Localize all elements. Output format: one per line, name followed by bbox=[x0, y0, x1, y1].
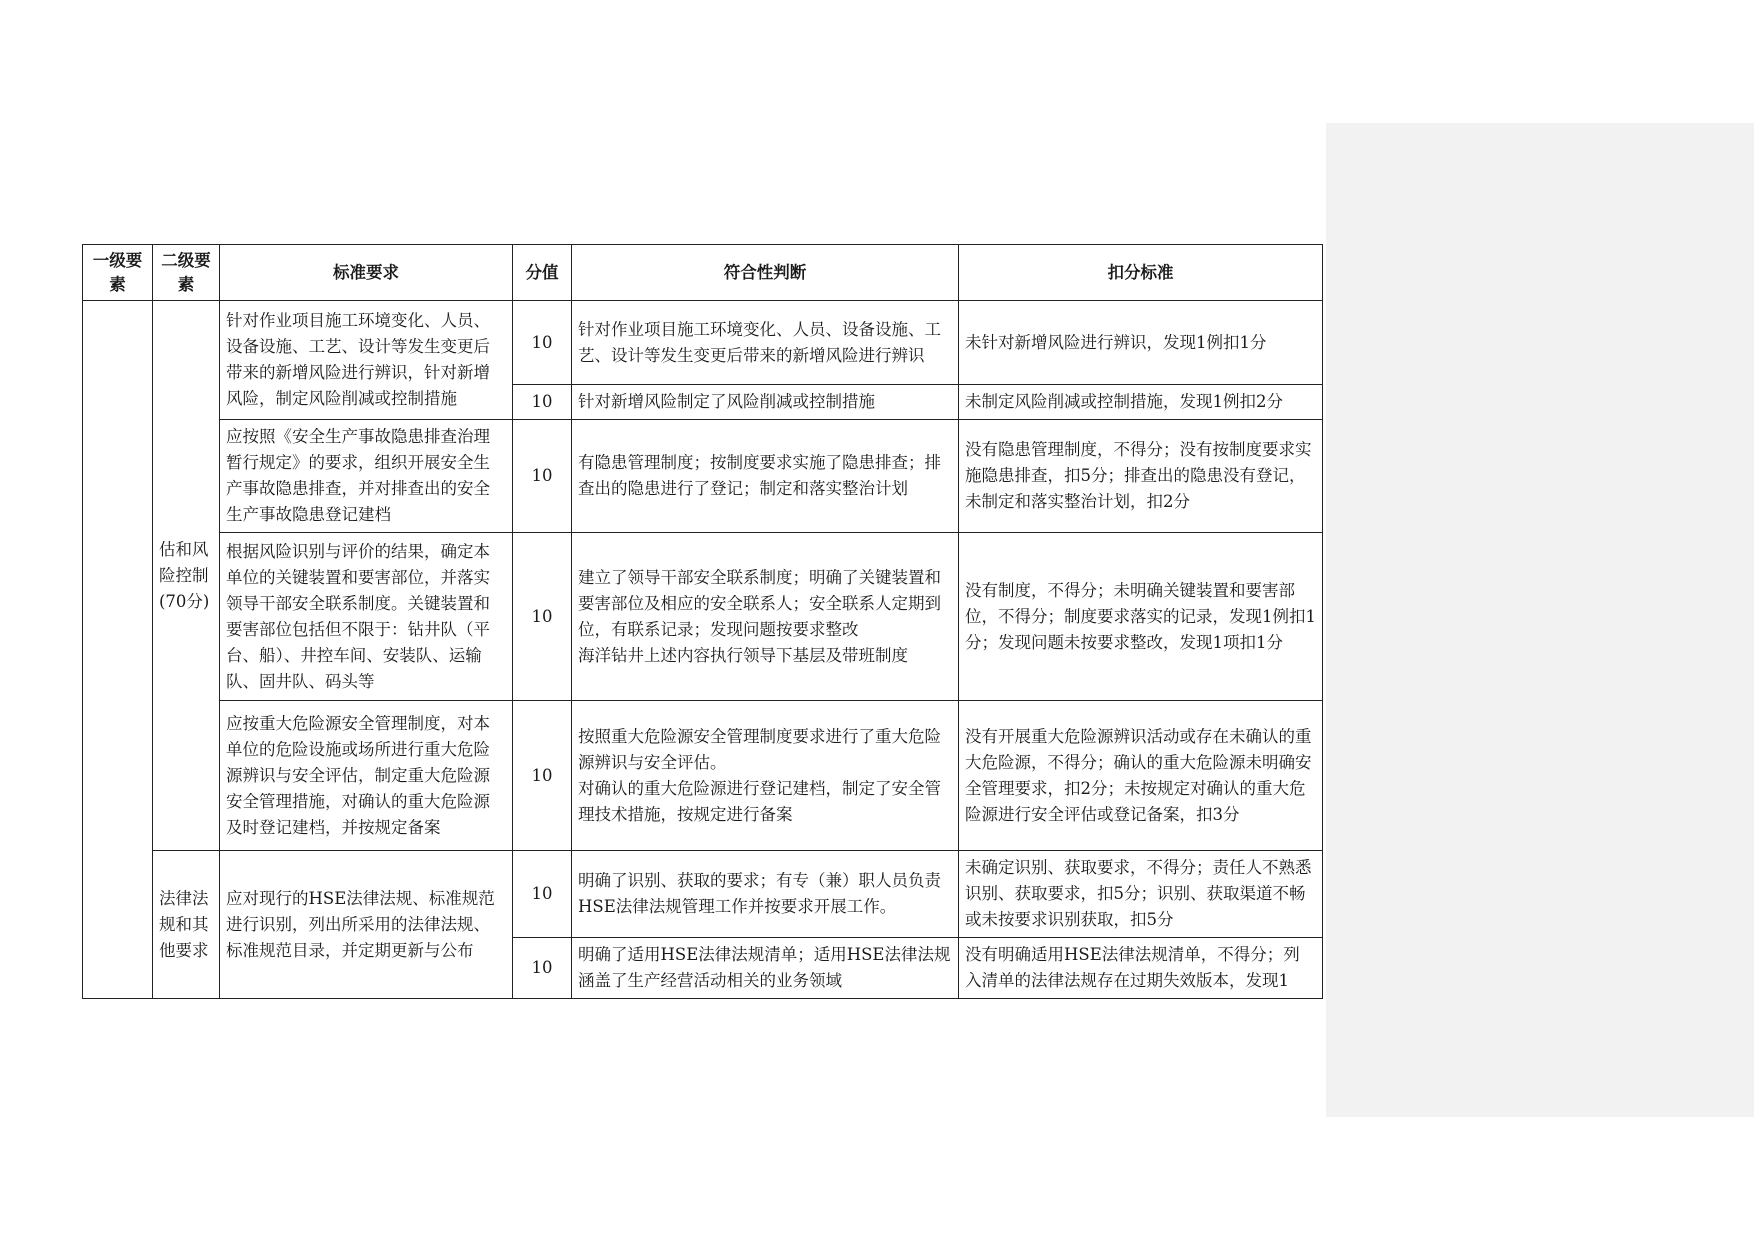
header-level2: 二级要素 bbox=[153, 245, 220, 301]
header-judgment: 符合性判断 bbox=[572, 245, 959, 301]
level1-cell bbox=[83, 301, 153, 999]
deduction-cell: 没有制度，不得分；未明确关键装置和要害部位，不得分；制度要求落实的记录，发现1例扣1分；发现问题未按要求整改，发现1项扣1分 bbox=[959, 533, 1323, 701]
deduction-cell: 未制定风险削减或控制措施，发现1例扣2分 bbox=[959, 385, 1323, 420]
judgment-cell: 明确了适用HSE法律法规清单；适用HSE法律法规涵盖了生产经营活动相关的业务领域 bbox=[572, 938, 959, 999]
deduction-cell: 没有隐患管理制度，不得分；没有按制度要求实施隐患排查，扣5分；排查出的隐患没有登记，未制定和落实整治计划，扣2分 bbox=[959, 420, 1323, 533]
score-cell: 10 bbox=[513, 701, 572, 851]
judgment-cell: 针对作业项目施工环境变化、人员、设备设施、工艺、设计等发生变更后带来的新增风险进行辨识 bbox=[572, 301, 959, 385]
score-cell: 10 bbox=[513, 851, 572, 938]
header-requirement: 标准要求 bbox=[220, 245, 513, 301]
deduction-cell: 未针对新增风险进行辨识，发现1例扣1分 bbox=[959, 301, 1323, 385]
judgment-text: 按照重大危险源安全管理制度要求进行了重大危险源辨识与安全评估。 bbox=[578, 726, 941, 772]
judgment-text-note: 对确认的重大危险源进行登记建档，制定了安全管理技术措施，按规定进行备案 bbox=[578, 778, 941, 824]
requirement-cell: 根据风险识别与评价的结果，确定本单位的关键装置和要害部位，并落实领导干部安全联系制度。关键装置和要害部位包括但不限于：钻井队（平台、船）、井控车间、安装队、运输队、固井队、码头等 bbox=[220, 533, 513, 701]
requirement-cell: 应按照《安全生产事故隐患排查治理暂行规定》的要求，组织开展安全生产事故隐患排查，并对排查出的安全生产事故隐患登记建档 bbox=[220, 420, 513, 533]
table-row bbox=[83, 701, 1323, 851]
table-row bbox=[83, 301, 1323, 385]
judgment-text-note: 海洋钻井上述内容执行领导下基层及带班制度 bbox=[578, 645, 908, 665]
header-level1: 一级要素 bbox=[83, 245, 153, 301]
score-cell: 10 bbox=[513, 533, 572, 701]
requirement-cell: 应对现行的HSE法律法规、标准规范进行识别，列出所采用的法律法规、标准规范目录，并定期更新与公布 bbox=[220, 851, 513, 999]
requirement-cell: 应按重大危险源安全管理制度，对本单位的危险设施或场所进行重大危险源辨识与安全评估，制定重大危险源安全管理措施，对确认的重大危险源及时登记建档，并按规定备案 bbox=[220, 701, 513, 851]
table-row bbox=[83, 533, 1323, 701]
requirement-cell: 针对作业项目施工环境变化、人员、设备设施、工艺、设计等发生变更后带来的新增风险进行辨识，针对新增风险，制定风险削减或控制措施 bbox=[220, 301, 513, 420]
header-score: 分值 bbox=[513, 245, 572, 301]
score-cell: 10 bbox=[513, 938, 572, 999]
deduction-cell: 没有开展重大危险源辨识活动或存在未确认的重大危险源，不得分；确认的重大危险源未明确安全管理要求，扣2分；未按规定对确认的重大危险源进行安全评估或登记备案，扣3分 bbox=[959, 701, 1323, 851]
deduction-cell: 没有明确适用HSE法律法规清单，不得分；列入清单的法律法规存在过期失效版本，发现1 bbox=[959, 938, 1323, 999]
judgment-cell: 明确了识别、获取的要求；有专（兼）职人员负责HSE法律法规管理工作并按要求开展工作。 bbox=[572, 851, 959, 938]
judgment-text: 建立了领导干部安全联系制度；明确了关键装置和要害部位及相应的安全联系人；安全联系人定期到位，有联系记录；发现问题按要求整改 bbox=[578, 567, 941, 639]
judgment-cell: 有隐患管理制度；按制度要求实施了隐患排查；排查出的隐患进行了登记；制定和落实整治计划 bbox=[572, 420, 959, 533]
score-cell: 10 bbox=[513, 420, 572, 533]
deduction-cell: 未确定识别、获取要求，不得分；责任人不熟悉识别、获取要求，扣5分；识别、获取渠道不畅或未按要求识别获取，扣5分 bbox=[959, 851, 1323, 938]
comment-pane bbox=[1326, 123, 1754, 1117]
judgment-cell bbox=[572, 701, 959, 851]
score-cell: 10 bbox=[513, 385, 572, 420]
table-row bbox=[83, 851, 1323, 938]
score-cell: 10 bbox=[513, 301, 572, 385]
level2-laws: 法律法规和其他要求 bbox=[153, 851, 220, 999]
hse-assessment-table bbox=[82, 244, 1323, 999]
level2-risk-control: 估和风险控制(70分) bbox=[153, 301, 220, 851]
judgment-cell: 针对新增风险制定了风险削减或控制措施 bbox=[572, 385, 959, 420]
header-deduction: 扣分标准 bbox=[959, 245, 1323, 301]
header-row bbox=[83, 245, 1323, 301]
table-row bbox=[83, 420, 1323, 533]
judgment-cell bbox=[572, 533, 959, 701]
